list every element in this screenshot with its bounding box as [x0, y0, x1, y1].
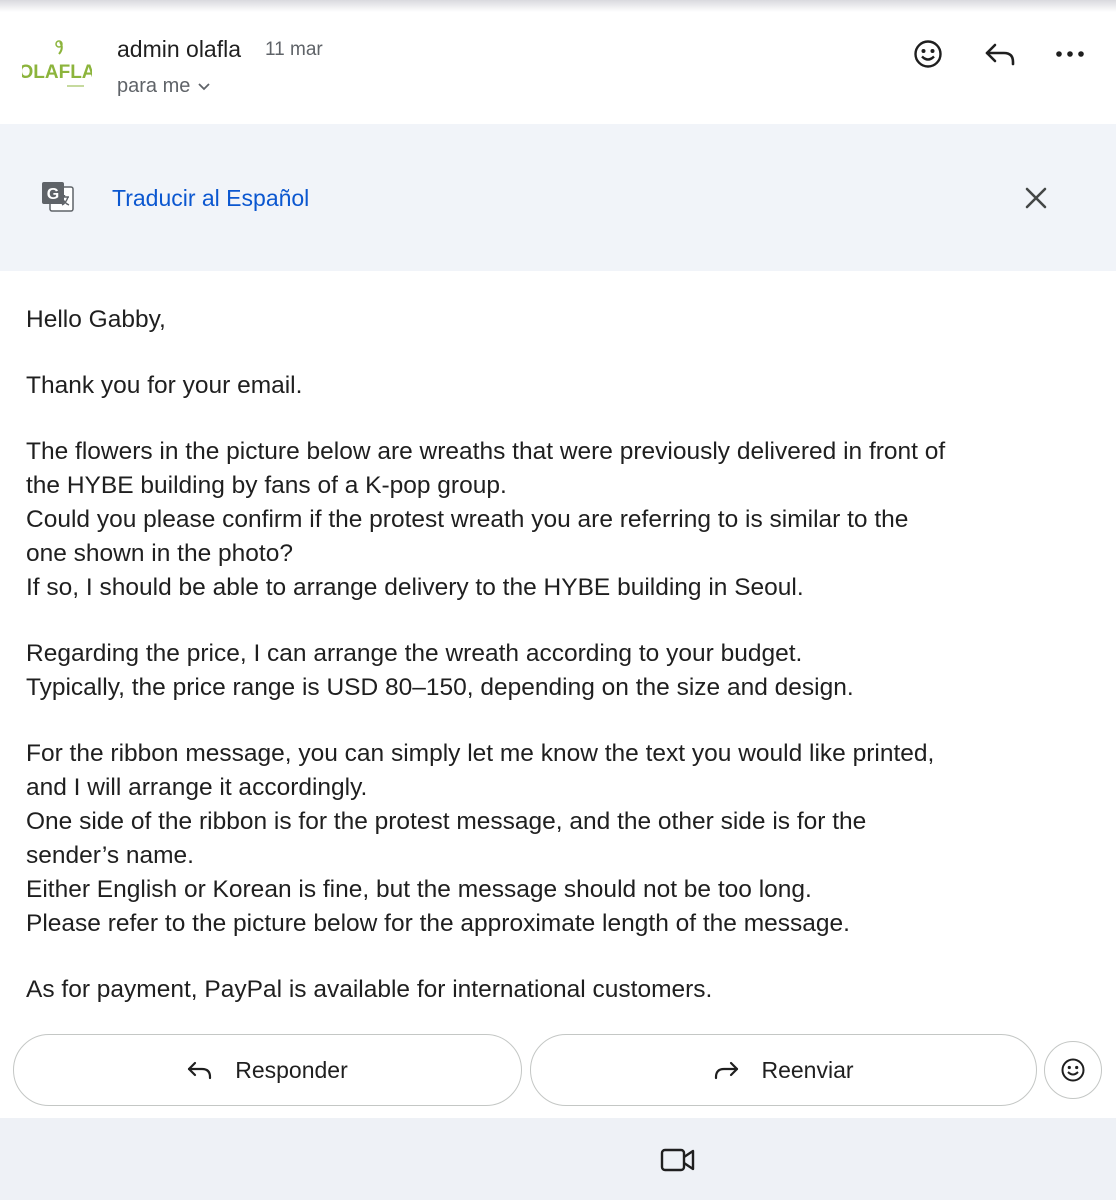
email-header [0, 12, 1116, 124]
emoji-icon [913, 39, 943, 69]
chevron-down-icon [198, 83, 210, 91]
text-line: Please refer to the picture below for the approximate length of the message. [26, 910, 850, 937]
paragraph-payment: As for payment, PayPal is available for international customers. [26, 976, 713, 1003]
video-camera-icon [660, 1146, 696, 1174]
greeting: Hello Gabby, [26, 306, 166, 333]
text-line: sender’s name. [26, 842, 194, 869]
text-line: Regarding the price, I can arrange the wreath according to your budget. [26, 640, 803, 667]
translate-banner [0, 124, 1116, 271]
forward-action-button[interactable] [530, 1034, 1037, 1106]
close-translate-button[interactable] [1020, 182, 1052, 214]
text-line: If so, I should be able to arrange delivery to the HYBE building in Seoul. [26, 574, 804, 601]
text-line: Typically, the price range is USD 80–150, depending on the size and design. [26, 674, 854, 701]
translate-icon [40, 179, 76, 215]
text-line: The flowers in the picture below are wreaths that were previously delivered in front of [26, 438, 946, 465]
emoji-reaction-button[interactable] [1044, 1041, 1102, 1099]
recipient-details-toggle[interactable] [117, 75, 210, 98]
top-shadow [0, 0, 1116, 12]
svg-text:G: G [46, 186, 60, 203]
more-options-button[interactable] [1052, 36, 1088, 72]
video-call-button[interactable] [660, 1146, 696, 1174]
emoji-icon [1060, 1057, 1086, 1083]
email-body [26, 303, 1096, 1039]
reply-action-button[interactable] [13, 1034, 522, 1106]
paragraph-ribbon [26, 737, 1096, 941]
text-line: Could you please confirm if the protest wreath you are referring to is similar to the [26, 506, 909, 533]
recipient-label: para me [117, 75, 191, 97]
text-line: one shown in the photo? [26, 540, 293, 567]
logo-text: OLAFLA [22, 62, 92, 83]
text-line: For the ribbon message, you can simply let me know the text you would like printed, [26, 740, 935, 767]
forward-label: Reenviar [761, 1056, 854, 1083]
thanks-line: Thank you for your email. [26, 372, 303, 399]
more-icon [1055, 50, 1085, 58]
text-line: One side of the ribbon is for the protest message, and the other side is for the [26, 808, 867, 835]
bottom-navigation-bar [0, 1118, 1116, 1200]
translate-link[interactable]: Traducir al Español [112, 185, 310, 211]
reply-button[interactable] [982, 36, 1018, 72]
text-line: the HYBE building by fans of a K-pop group. [26, 472, 507, 499]
paragraph-wreath [26, 435, 1096, 605]
text-line: and I will arrange it accordingly. [26, 774, 368, 801]
close-icon [1020, 182, 1052, 214]
text-line: Either English or Korean is fine, but the message should not be too long. [26, 876, 812, 903]
sender-name[interactable]: admin olafla [117, 36, 242, 62]
reply-label: Responder [235, 1056, 348, 1083]
reply-icon [187, 1060, 213, 1080]
paragraph-price [26, 637, 1096, 705]
email-date: 11 mar [265, 39, 323, 60]
sender-avatar-logo [22, 36, 92, 96]
forward-icon [713, 1060, 739, 1080]
add-reaction-button[interactable] [910, 36, 946, 72]
reply-icon [984, 41, 1016, 67]
